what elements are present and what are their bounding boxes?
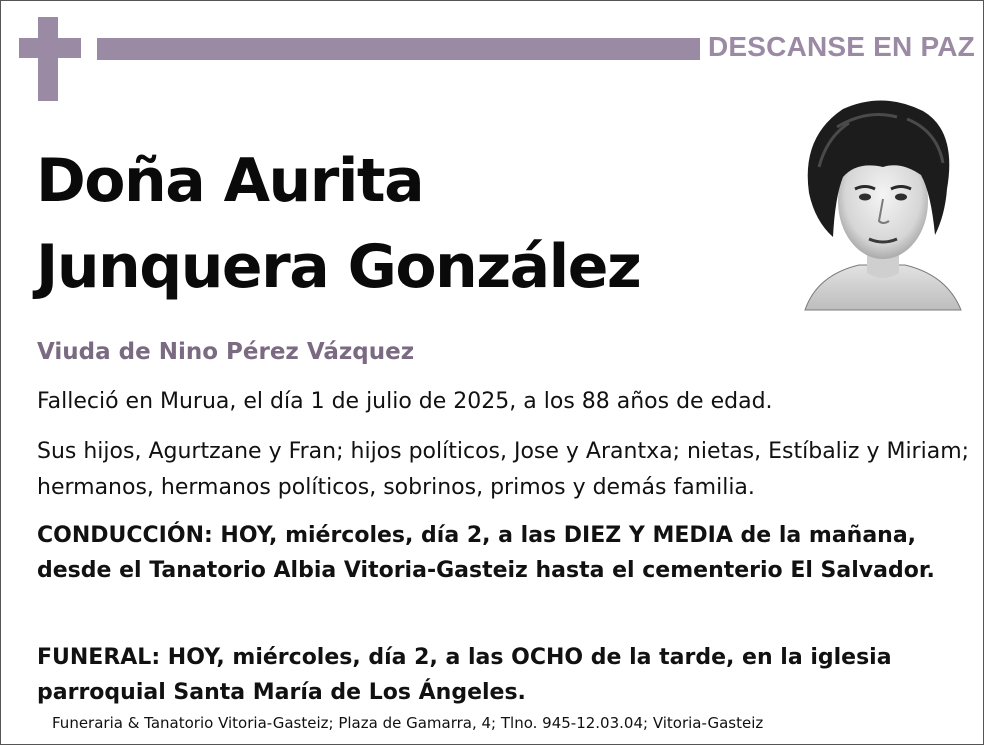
family-list: Sus hijos, Agurtzane y Fran; hijos políticos, Jose y Arantxa; nietas, Estíbaliz y Miriam; hermanos, hermanos políticos, sobrinos, primos y demás familia. [37,439,970,500]
header-divider-bar [97,38,700,60]
deceased-name-line2: Junquera González [36,232,641,302]
cross-icon-vertical [38,17,58,101]
conduccion-notice: CONDUCCIÓN: HOY, miércoles, día 2, a las DIEZ Y MEDIA de la mañana, desde el Tanatorio Albia Vitoria-Gasteiz hasta el cementerio El Salvador. [37,523,935,583]
deceased-name [36,138,640,310]
funeral-notice: FUNERAL: HOY, miércoles, día 2, a las OCHO de la tarde, en la iglesia parroquial Santa María de Los Ángeles. [37,645,892,705]
header-label: DESCANSE EN PAZ [708,31,975,62]
widow-subtitle: Viuda de Nino Pérez Vázquez [37,339,415,365]
deceased-name-line1: Doña Aurita [36,146,424,216]
funeral-home-footer: Funeraria & Tanatorio Vitoria-Gasteiz; Plaza de Gamarra, 4; Tlno. 945-12.03.04; Vitoria-Gasteiz [52,714,764,732]
cross-icon-horizontal [19,38,81,58]
portrait-photo [797,97,967,312]
death-notice: Falleció en Murua, el día 1 de julio de 2025, a los 88 años de edad. [37,389,773,414]
